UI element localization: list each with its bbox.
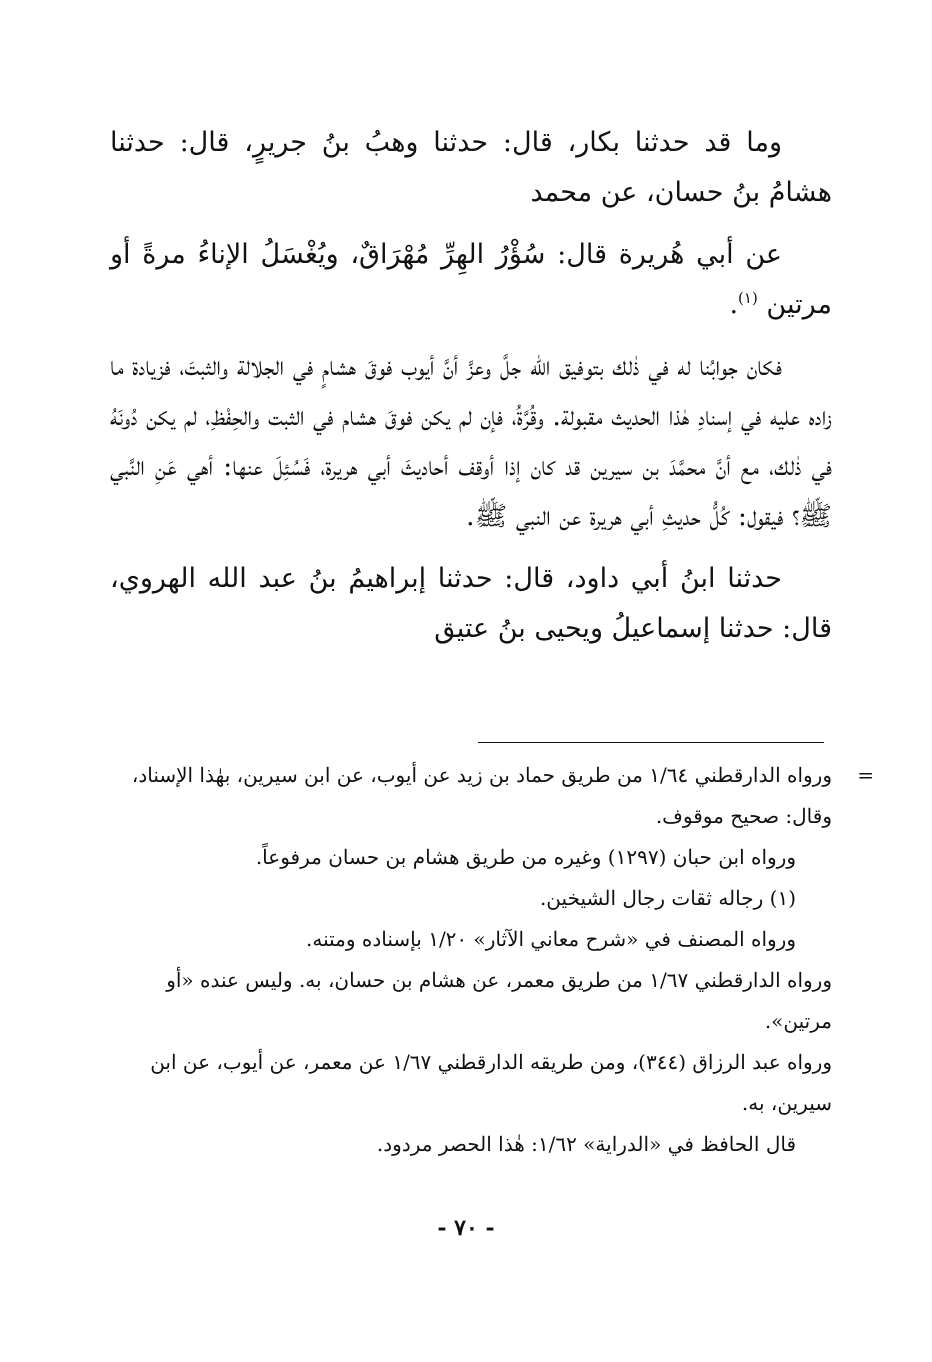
continuation-mark: = [857,763,874,787]
footnote-text-1: ورواه الدارقطني ١/٦٤ من طريق حماد بن زيد عن أيوب، عن ابن سيرين، بهٰذا الإسناد، وقال: صحيح موقوف. [131,763,832,828]
footnote-line-5: ورواه الدارقطني ١/٦٧ من طريق معمر، عن هشام بن حسان، به. وليس عنده «أو مرتين». [166,968,832,1033]
main-text [110,118,832,666]
footnote-ref-tail: . [729,289,739,320]
paragraph-2-text: عن أبي هُريرة قال: سُؤْرُ الهِرِّ مُهْرَاقٌ، ويُغْسَلُ الإناءُ مرةً أو مرتين [110,239,832,320]
footnote-line-2: ورواه ابن حبان (١٢٩٧) وغيره من طريق هشام بن حسان مرفوعاً. [255,845,796,869]
footnote-line-7: قال الحافظ في «الدراية» ١/٦٢: هٰذا الحصر مردود. [376,1132,796,1156]
paragraph-3: فكان جوابُنا له في ذٰلك بتوفيق الله جلَّ وعزَّ أنَّ أيوب فوقَ هشامٍ في الجلالة والثبتَ، فزيادة ما زاده عليه في إسنادِ هٰذا الحديث مقبولة. وقُرَّةُ، فإن لم يكن فوقَ هشام في الثبت والحِفْظِ، لم يكن دُونَهُ في ذٰلك، مع أنَّ محمَّدَ بن سيرين قد كان إذا أوقف أحاديثَ أبي هريرة، فَسُئِلَ عنها: أهي عَنِ النَّبي ﷺ؟ فيقول: كُلُّ حديثِ أبي هريرة عن النبي ﷺ. [110,351,832,532]
footnote-line-4: ورواه المصنف في «شرح معاني الآثار» ١/٢٠ بإسناده ومتنه. [306,927,796,951]
footnote-line-1 [110,755,874,837]
page-number: - ٧٠ - [437,1215,495,1241]
paragraph-1: وما قد حدثنا بكار، قال: حدثنا وهبُ بنُ جريرٍ، قال: حدثنا هشامُ بنُ حسان، عن محمد [110,127,832,208]
paragraph-2 [110,230,832,330]
footnote-line-3: (١) رجاله ثقات رجال الشيخين. [539,886,796,910]
footnote-divider [478,742,824,743]
footnotes-section [110,755,874,1165]
paragraph-4: حدثنا ابنُ أبي داود، قال: حدثنا إبراهيمُ بنُ عبد الله الهروي، قال: حدثنا إسماعيلُ ويحيى بنُ عتيق [110,563,832,644]
footnote-reference[interactable]: (١) [738,289,758,307]
footnote-line-6: ورواه عبد الرزاق (٣٤٤)، ومن طريقه الدارقطني ١/٦٧ عن معمر، عن أيوب، عن ابن سيرين، به. [150,1050,832,1115]
